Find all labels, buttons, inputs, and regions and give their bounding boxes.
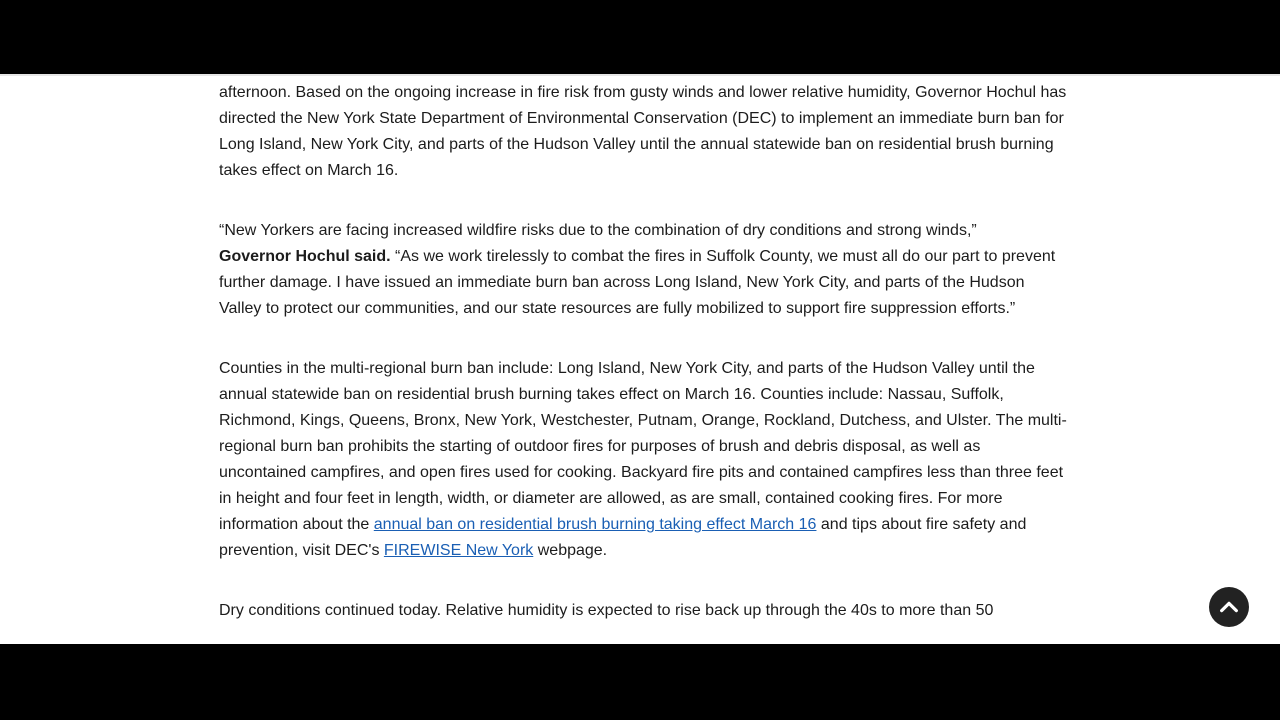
counties-end-text: webpage.	[537, 542, 608, 559]
top-letterbox-bar	[0, 0, 1280, 74]
article-body	[219, 80, 1069, 644]
counties-text: Counties in the multi-regional burn ban include: Long Island, New York City, and parts of the Hudson Valley until the annual statewide ban on residential brush burning takes effect on March 16. Counties include: Nassau, Suffolk, Richmond, Kings, Queens, Bronx, New York, Westchester, Putnam, Orange, Rockland, Dutchess, and Ulster. The multi-regional burn ban prohibits the starting of outdoor fires for purposes of brush and debris disposal, as well as uncontained campfires, and open fires used for cooking. Backyard fire pits and contained campfires less than three feet in height and four feet in length, width, or diameter are allowed, as are small, contained cooking fires. For more information about the	[219, 360, 1067, 533]
scroll-to-top-button[interactable]	[1209, 587, 1249, 627]
paragraph-burn-ban-directive: afternoon. Based on the ongoing increase in fire risk from gusty winds and lower relative humidity, Governor Hochul has directed the New York State Department of Environmental Conservation (DEC) to implement an immediate burn ban for Long Island, New York City, and parts of the Hudson Valley until the annual statewide ban on residential brush burning takes effect on March 16.	[219, 84, 1067, 179]
counties-mid-text: and tips about fire safety and prevention, visit DEC's	[219, 516, 1027, 559]
bottom-letterbox-bar	[0, 644, 1280, 720]
quote-speaker: Governor Hochul said.	[219, 248, 391, 265]
paragraph-counties	[219, 356, 1069, 564]
chevron-up-icon	[1218, 596, 1240, 618]
annual-ban-link[interactable]: annual ban on residential brush burning taking effect March 16	[373, 516, 817, 533]
paragraph-dry-conditions: Dry conditions continued today. Relative humidity is expected to rise back up through the 40s to more than 50	[219, 602, 994, 619]
page-viewport	[0, 74, 1280, 644]
quote-start: “New Yorkers are facing increased wildfire risks due to the combination of dry conditions and strong winds,”	[219, 222, 977, 239]
quote-end: “As we work tirelessly to combat the fires in Suffolk County, we must all do our part to prevent further damage. I have issued an immediate burn ban across Long Island, New York City, and parts of the Hudson Valley to protect our communities, and our state resources are fully mobilized to support fire suppression efforts.”	[219, 248, 1056, 317]
paragraph-governor-quote	[219, 218, 1069, 322]
firewise-link[interactable]: FIREWISE New York	[383, 542, 534, 559]
